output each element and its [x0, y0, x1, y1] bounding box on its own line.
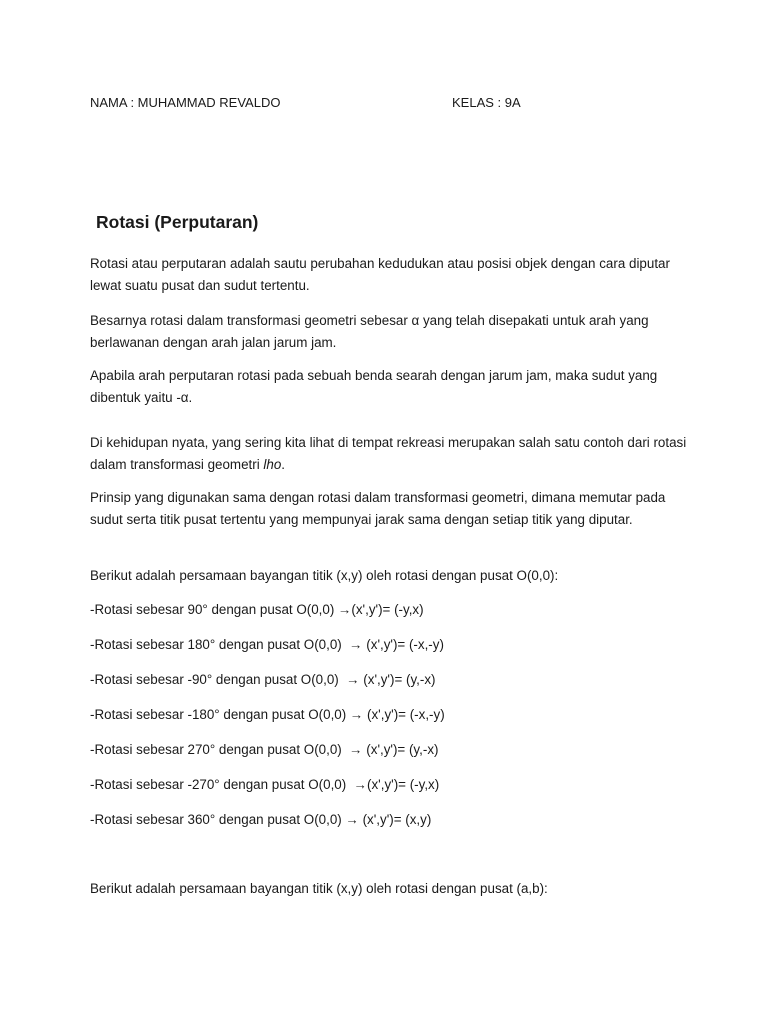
paragraph-center-ab-intro: Berikut adalah persamaan bayangan titik (x,y) oleh rotasi dengan pusat (a,b): [90, 881, 548, 896]
paragraph-definition: Rotasi atau perputaran adalah sautu perubahan kedudukan atau posisi objek dengan cara diputar lewat suatu pusat dan sudut tertentu. [90, 256, 670, 293]
student-class: KELAS : 9A [452, 95, 521, 110]
rotation-rule-360: -Rotasi sebesar 360° dengan pusat O(0,0) → (x',y')= (x,y) [90, 812, 432, 827]
paragraph-origin-intro: Berikut adalah persamaan bayangan titik (x,y) oleh rotasi dengan pusat O(0,0): [90, 568, 559, 583]
rotation-rule-180: -Rotasi sebesar 180° dengan pusat O(0,0) → (x',y')= (-x,-y) [90, 637, 444, 652]
rotation-rule-neg-180: -Rotasi sebesar -180° dengan pusat O(0,0) → (x',y')= (-x,-y) [90, 707, 445, 722]
paragraph-real-life [90, 432, 690, 476]
paragraph-real-life-end: . [281, 457, 286, 472]
paragraph-angle: Besarnya rotasi dalam transformasi geometri sebesar α yang telah disepakati untuk arah yang berlawanan dengan arah jalan jarum jam. [90, 313, 649, 350]
paragraph-clockwise: Apabila arah perputaran rotasi pada sebuah benda searah dengan jarum jam, maka sudut yang dibentuk yaitu -α. [90, 368, 658, 405]
page-title: Rotasi (Perputaran) [96, 212, 259, 232]
student-name: NAMA : MUHAMMAD REVALDO [90, 95, 281, 110]
rotation-rule-270: -Rotasi sebesar 270° dengan pusat O(0,0) → (x',y')= (y,-x) [90, 742, 439, 757]
rotation-rule-90: -Rotasi sebesar 90° dengan pusat O(0,0) →(x',y')= (-y,x) [90, 602, 424, 617]
student-header [90, 95, 690, 115]
paragraph-principle: Prinsip yang digunakan sama dengan rotasi dalam transformasi geometri, dimana memutar pada sudut serta titik pusat tertentu yang mempunyai jarak sama dengan setiap titik yang diputar. [90, 490, 666, 527]
rotation-rule-neg-270: -Rotasi sebesar -270° dengan pusat O(0,0) →(x',y')= (-y,x) [90, 777, 440, 792]
paragraph-real-life-italic: lho [263, 457, 282, 472]
rotation-rule-neg-90: -Rotasi sebesar -90° dengan pusat O(0,0) → (x',y')= (y,-x) [90, 672, 436, 687]
paragraph-real-life-text: Di kehidupan nyata, yang sering kita lihat di tempat rekreasi merupakan salah satu contoh dari rotasi dalam transformasi geometri [90, 435, 687, 472]
